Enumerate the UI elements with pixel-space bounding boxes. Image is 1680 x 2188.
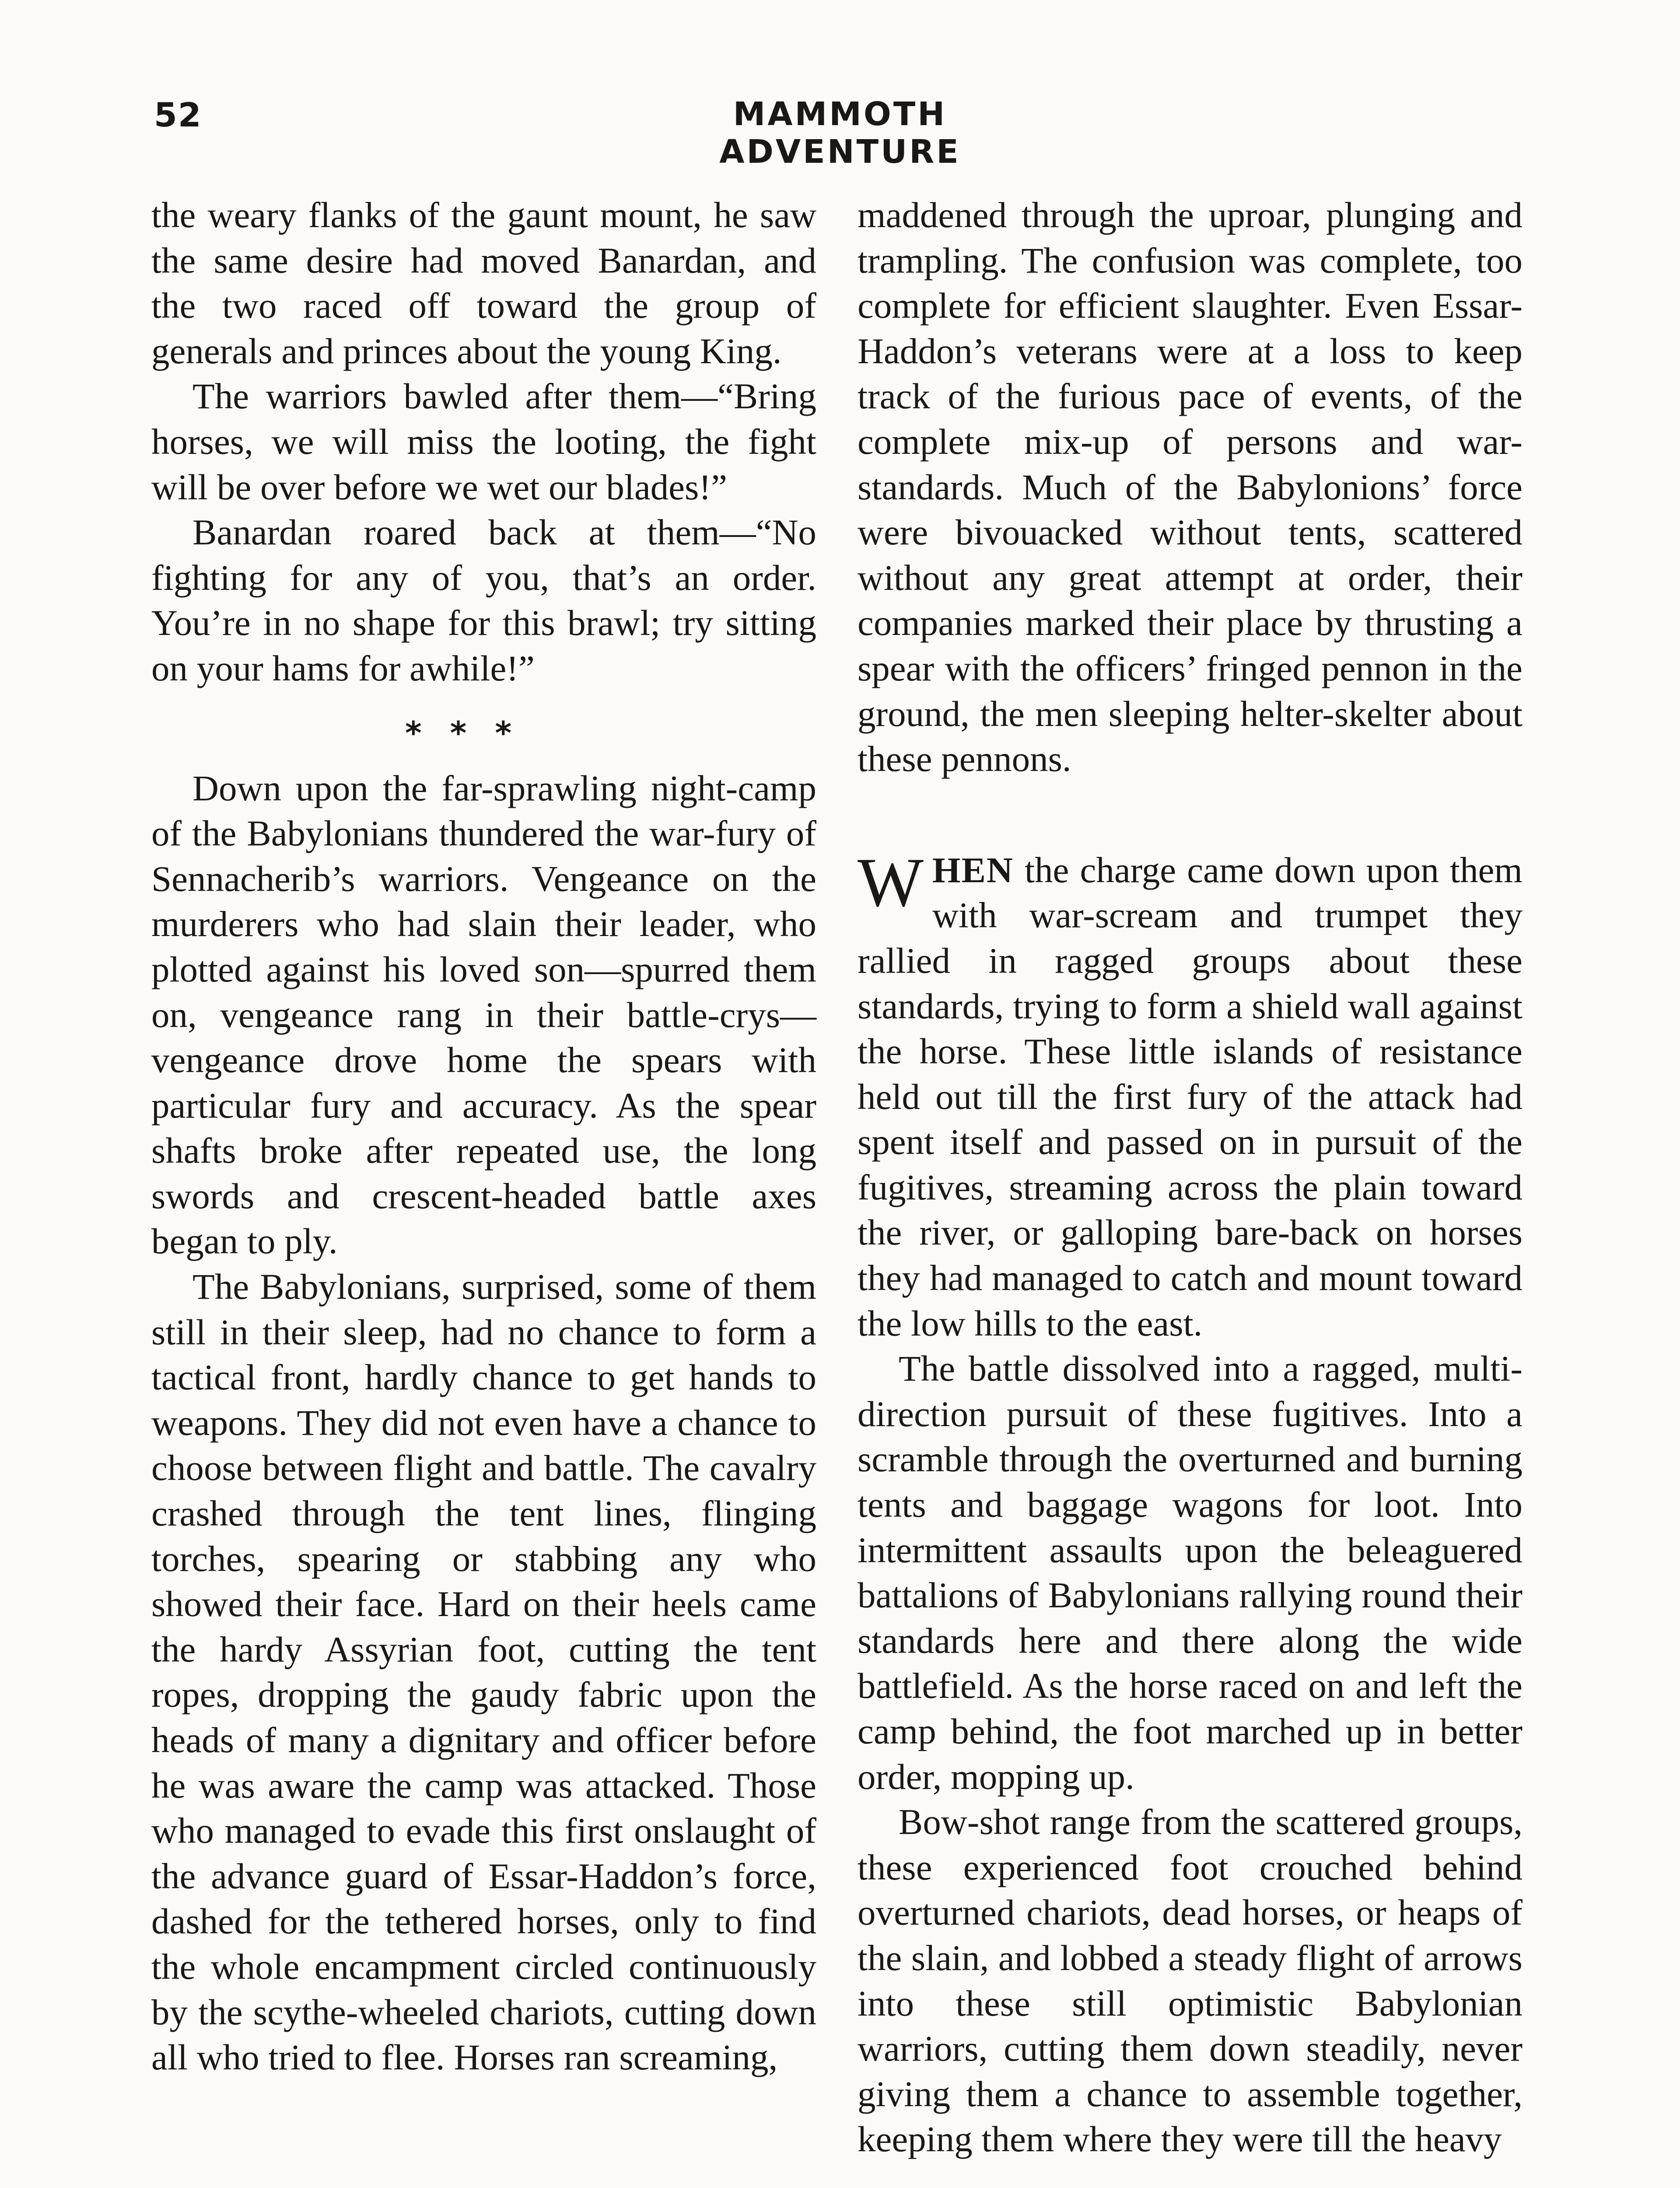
left-column [151,193,816,2080]
lead-in-caps: HEN [932,849,1014,890]
running-title: MAMMOTH ADVENTURE [719,95,961,171]
page-number: 52 [154,95,202,134]
paragraph: Down upon the far-sprawling night-camp of the Babylonians thundered the war-fury of Sennacherib’s warriors. Vengeance on the murderers who had slain their leader, who plotted against his loved son—spurred them on, vengeance rang in their battle-crys—vengeance drove home the spears with particular fury and accuracy. As the spear shafts broke after repeated use, the long swords and crescent-headed battle axes began to ply. [151,768,816,1262]
paragraph: The battle dissolved into a ragged, multi-direction pursuit of these fugitives. Into a scramble through the overturned and burning tents and baggage wagons for loot. Into intermittent assaults upon the beleaguered battalions of Babylonians rallying round their standards here and there along the wide battlefield. As the horse raced on and left the camp behind, the foot marched up in better order, mopping up. [858,1348,1522,1797]
paragraph: Banardan roared back at them—“No fighting for any of you, that’s an order. You’re in no shape for this brawl; try sitting on your hams for awhile!” [151,512,816,688]
drop-cap-initial: W [858,843,924,921]
right-column [858,193,1522,2162]
section-spacer [858,782,1522,848]
section-break: * * * [405,714,512,751]
paragraph-text: the charge came down upon them with war-scream and trumpet they rallied in ragged groups about these standards, trying to form a shield wall against the horse. These little islands of resistance held out till the first fury of the attack had spent itself and passed on in pursuit of the fugitives, streaming across the plain toward the river, or galloping bare-back on horses they had managed to catch and mount toward the low hills to the east. [858,849,1522,1343]
paragraph: The warriors bawled after them—“Bring horses, we will miss the looting, the fight will be over before we wet our blades!” [151,376,816,507]
paragraph: The Babylonians, surprised, some of them still in their sleep, had no chance to form a tactical front, hardly chance to get hands to weapons. They did not even have a chance to choose between flight and battle. The cavalry crashed through the tent lines, flinging torches, spearing or stabbing any who showed their face. Hard on their heels came the hardy Assyrian foot, cutting the tent ropes, dropping the gaudy fabric upon the heads of many a dignitary and officer before he was aware the camp was attacked. Those who managed to evade this first onslaught of the advance guard of Essar-Haddon’s force, dashed for the tethered horses, only to find the whole encampment circled continuously by the scythe-wheeled chariots, cutting down all who tried to flee. Horses ran screaming, [151,1266,816,2078]
paragraph: maddened through the uproar, plunging and trampling. The confusion was complete, too complete for efficient slaughter. Even Essar-Haddon’s veterans were at a loss to keep track of the furious pace of events, of the complete mix-up of persons and war-standards. Much of the Babylonions’ force were bivouacked without tents, scattered without any great attempt at order, their companies marked their place by thrusting a spear with the officers’ fringed pennon in the ground, the men sleeping helter-skelter about these pennons. [858,195,1522,779]
paragraph: the weary flanks of the gaunt mount, he saw the same desire had moved Banardan, and the two raced off toward the group of generals and princes about the young King. [151,195,816,371]
page-header [0,95,1680,171]
paragraph: Bow-shot range from the scattered groups, these experienced foot crouched behind overturned chariots, dead horses, or heaps of the slain, and lobbed a steady flight of arrows into these still optimistic Babylonian warriors, cutting them down steadily, never giving them a chance to assemble together, keeping them where they were till the heavy [858,1802,1522,2160]
dropcap-paragraph [858,843,1522,1346]
